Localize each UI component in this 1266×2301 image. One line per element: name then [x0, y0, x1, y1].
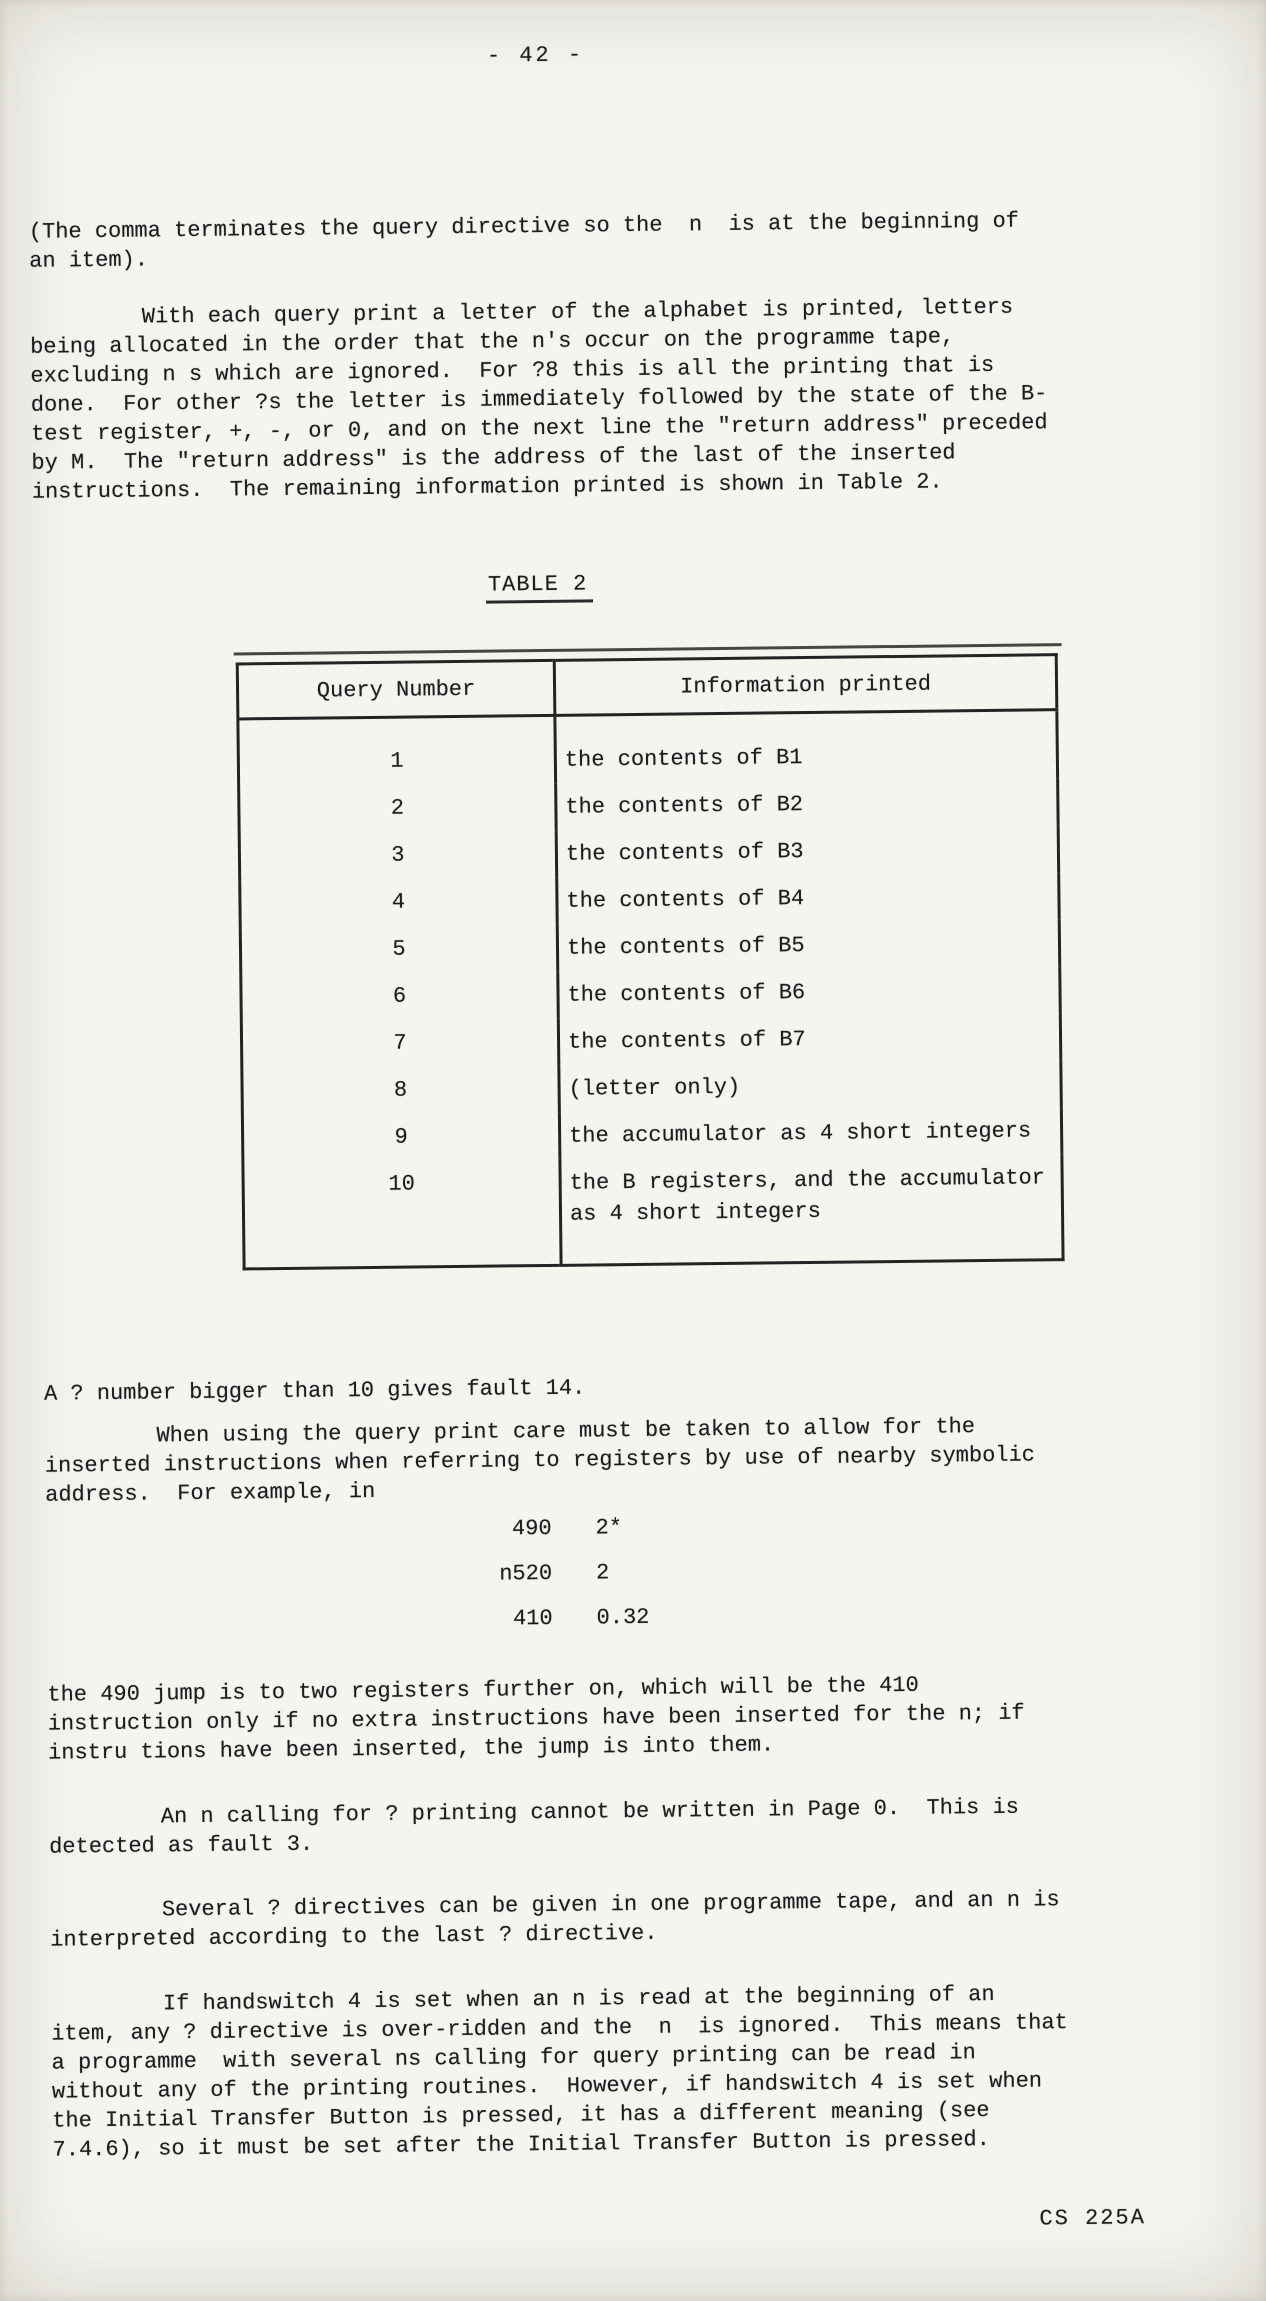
table-2 — [236, 643, 1065, 1270]
query-number-cell: 5 — [240, 925, 558, 976]
table-header-row — [237, 655, 1057, 719]
information-cell: the B registers, and the accumulator as 4 short integers — [569, 1165, 1059, 1227]
paragraph-comma-note: (The comma terminates the query directive so the n is at the beginning of an item). — [28, 208, 1033, 274]
paragraph-care-note: When using the query print care must be taken to allow for the inserted instructions when referring to registers by use of nearby symbolic address. For example, in — [44, 1413, 1049, 1508]
information-cell: (letter only) — [568, 1074, 741, 1102]
code-operand: 2* — [595, 1515, 623, 1541]
table-body — [238, 710, 1063, 1269]
paragraph-query-print: With each query print a letter of the alphabet is printed, letters being allocated in the order that the n's occur on the programme tape, excluding n s which are ignored. For ?8 this is all the printing that is done. For other ?s the letter is immediately followed by the state of the B-test register, +, -, or 0, and on the next line the "return address" preceded by M. The "return address" is the address of the last of the inserted instructions. The remaining information printed is shown in Table 2. — [30, 294, 1061, 505]
column-header-information-printed: Information printed — [554, 655, 1057, 716]
query-number-cell: 10 — [243, 1160, 561, 1269]
information-cell: the contents of B7 — [567, 1027, 806, 1055]
table-header — [237, 655, 1057, 719]
page-number: - 42 - — [486, 42, 585, 69]
query-number-cell: 6 — [241, 972, 559, 1023]
paragraph-page0-note: An n calling for ? printing cannot be written in Page 0. This is detected as fault 3. — [49, 1794, 1033, 1860]
query-number-cell: 2 — [239, 784, 557, 835]
code-line — [464, 1603, 649, 1634]
query-number-cell: 3 — [239, 831, 557, 882]
query-number-cell: 1 — [238, 715, 556, 787]
query-number-table — [236, 653, 1065, 1270]
table-row — [238, 710, 1058, 788]
code-address: n520 — [499, 1560, 553, 1587]
document-reference: CS 225A — [1039, 2205, 1147, 2232]
column-header-query-number: Query Number — [237, 660, 555, 719]
information-cell: the contents of B2 — [565, 792, 804, 820]
query-number-cell: 7 — [241, 1019, 559, 1070]
query-number-cell: 8 — [242, 1066, 560, 1117]
query-number-cell: 4 — [240, 878, 558, 929]
table-2-title: TABLE 2 — [486, 569, 594, 603]
code-line — [463, 1513, 648, 1544]
table-row — [243, 1154, 1063, 1269]
code-line — [464, 1558, 649, 1589]
information-cell: the contents of B6 — [567, 980, 806, 1008]
information-cell: the accumulator as 4 short integers — [568, 1118, 1032, 1149]
paragraph-jump-note: the 490 jump is to two registers further on, which will be the 410 instruction only if no extra instructions have been inserted for the n; if instru tions have been inserted, the jump is into them. — [47, 1672, 1039, 1766]
code-example — [463, 1513, 649, 1650]
information-cell: the contents of B1 — [564, 745, 803, 773]
code-operand: 0.32 — [596, 1604, 650, 1631]
information-cell: the contents of B4 — [566, 886, 805, 914]
paragraph-directives-note: Several ? directives can be given in one programme tape, and an n is interpreted according to the last ? directive. — [50, 1887, 1073, 1953]
paragraph-fault-14: A ? number bigger than 10 gives fault 14. — [43, 1375, 586, 1407]
code-operand: 2 — [595, 1560, 610, 1586]
paragraph-handswitch-note: If handswitch 4 is set when an n is read at the beginning of an item, any ? directive is over-ridden and the n is ignored. This means that a programme with several ns calling for query printing can be read in without any of the printing routines. However, if handswitch 4 is set when the Initial Transfer Button is pressed, it has a different meaning (see 7.4.6), so it must be set after the Initial Transfer Button is pressed. — [51, 1981, 1082, 2163]
information-cell: the contents of B3 — [565, 839, 804, 867]
query-number-cell: 9 — [242, 1113, 560, 1164]
code-address: 410 — [512, 1605, 553, 1632]
code-address: 490 — [511, 1515, 552, 1542]
information-cell: the contents of B5 — [566, 933, 805, 961]
